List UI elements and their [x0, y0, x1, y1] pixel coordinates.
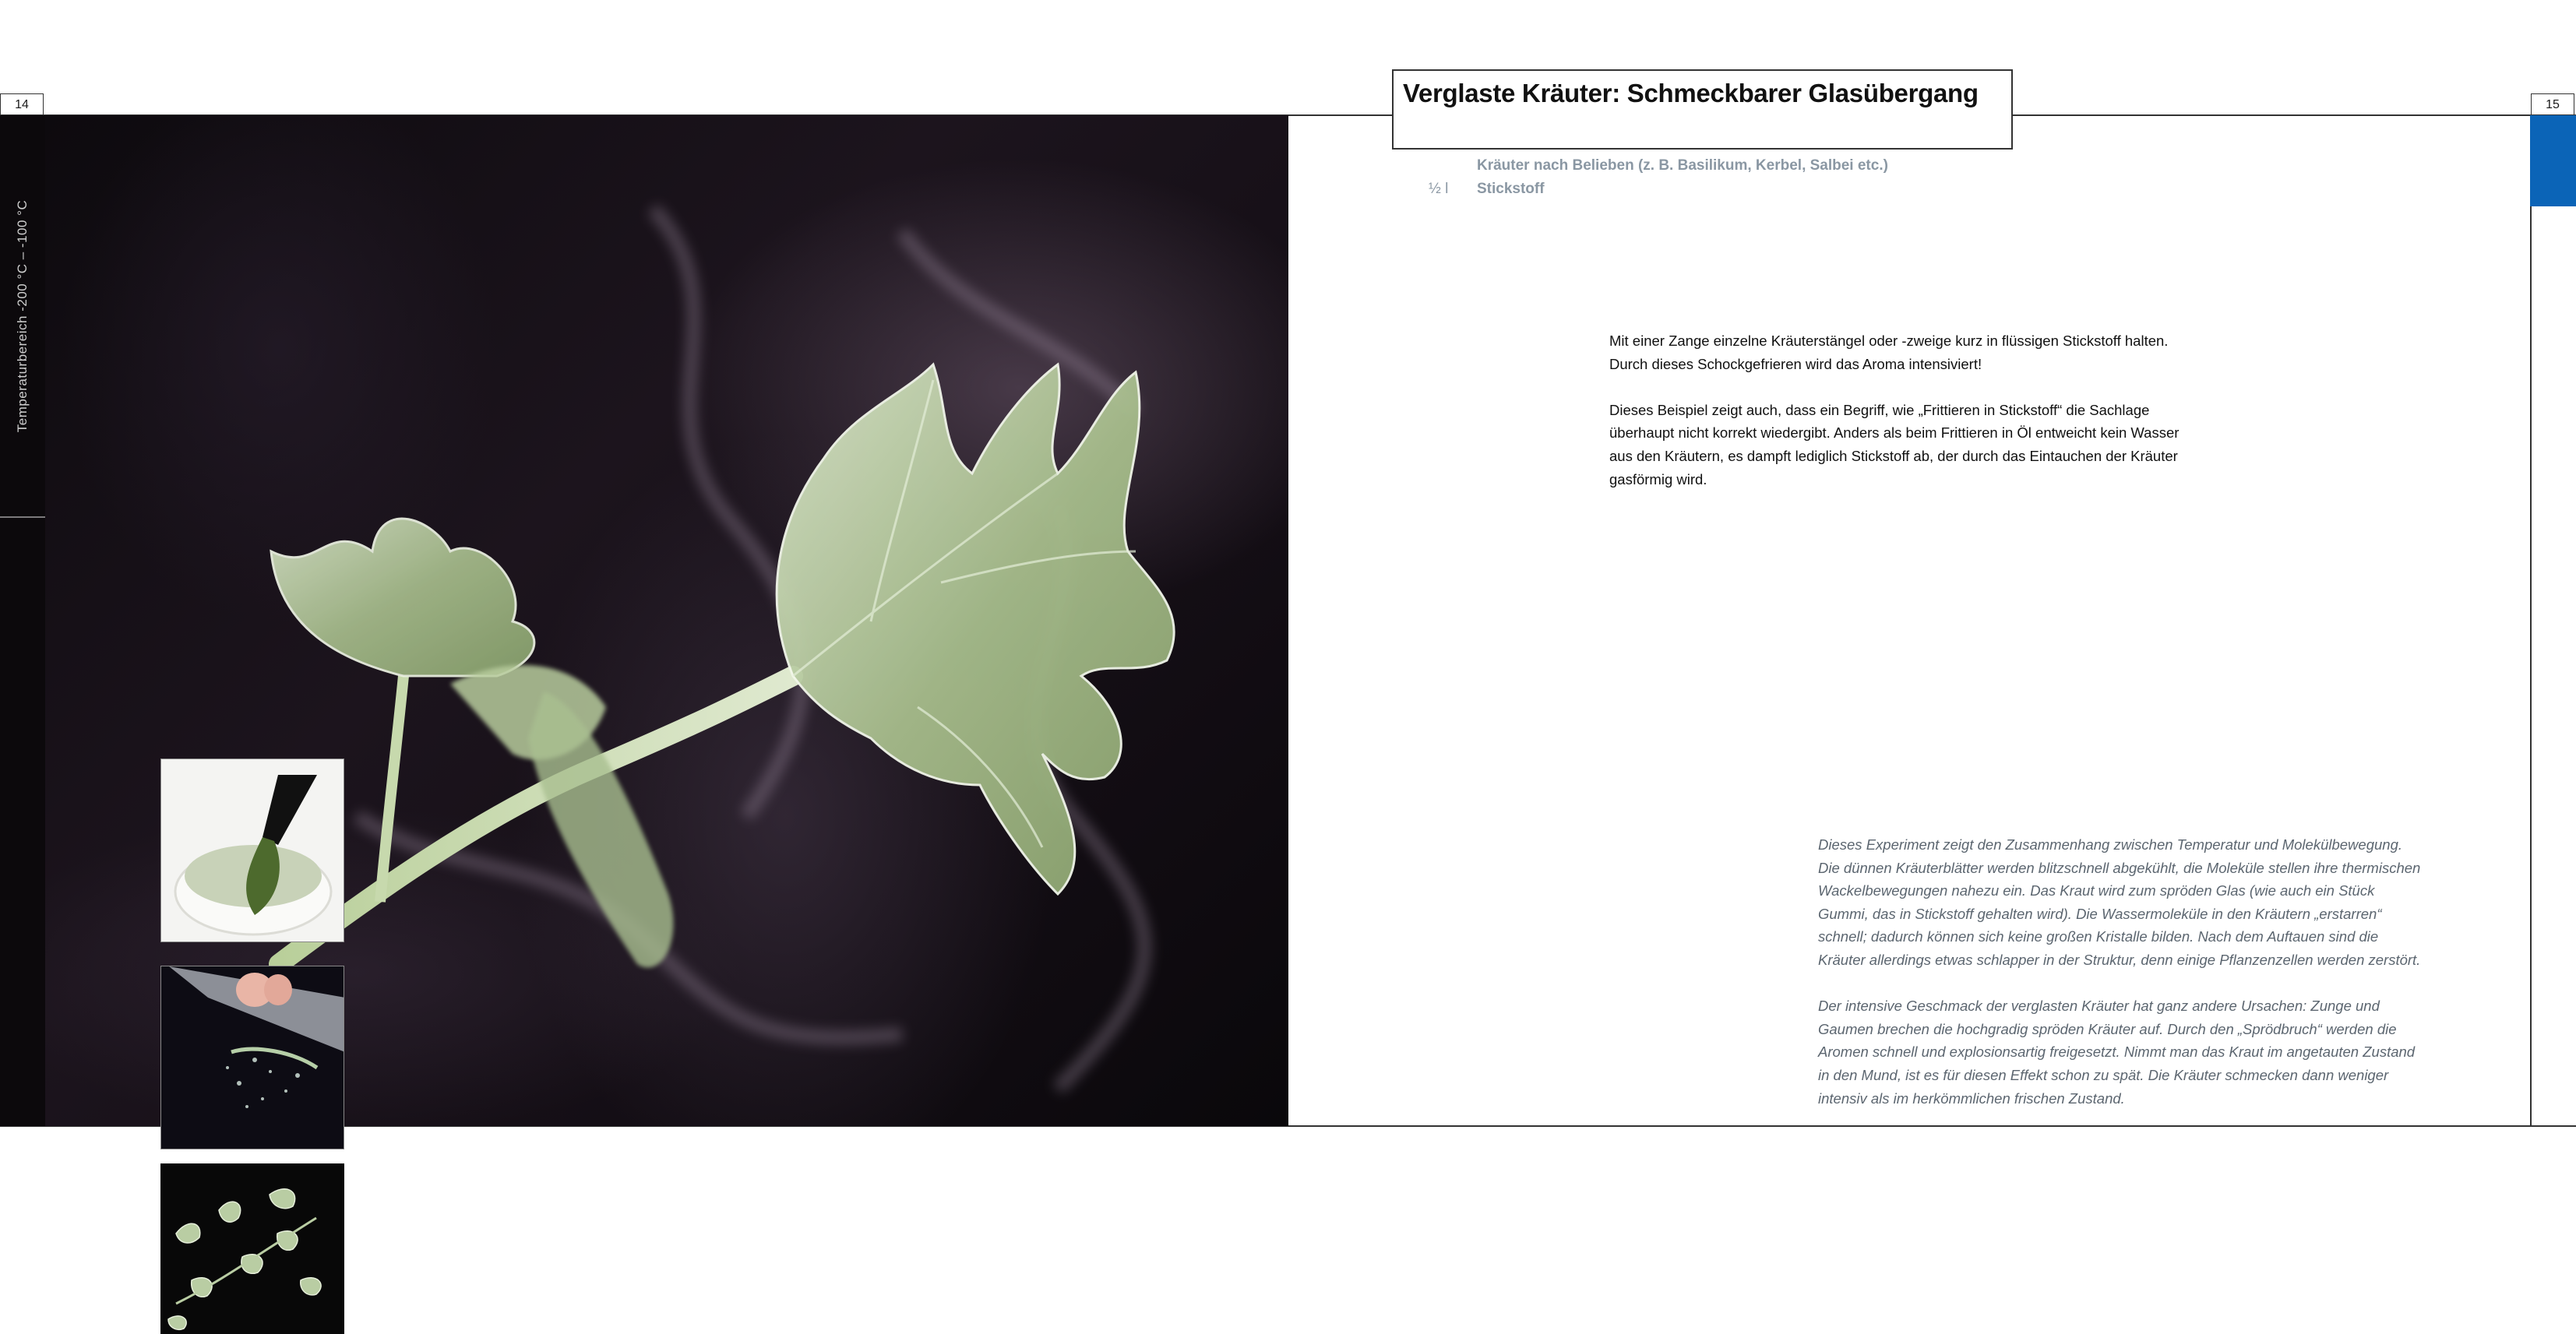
- note-paragraph-1: Dieses Experiment zeigt den Zusammenhang zwischen Temperatur und Molekülbewegung. Die dünnen Kräuterblätter werden blitzschnell abgekühlt, die Moleküle stellen ihre thermischen Wackelbewegungen nahezu ein. Das Kraut wird zum spröden Glas (wie auch ein Stück Gummi, das in Stickstoff gehalten wird). Die Wassermoleküle in den Kräutern „erstarren“ schnell; dadurch können sich keine großen Kristalle bilden. Nach dem Auftauen sind die Kräuter allerdings etwas schlapper in der Struktur, denn einige Pflanzenzellen werden zerstört.: [1818, 836, 2421, 968]
- explanation-notes: [1818, 833, 2426, 1133]
- temperature-range-label: Temperaturbereich -200 °C – -100 °C: [15, 199, 30, 432]
- ingredient-amount-2: ½ l: [1429, 181, 1449, 197]
- page-number-left: 14: [0, 93, 44, 115]
- note-paragraph-2: Der intensive Geschmack der verglasten Kräuter hat ganz andere Ursachen: Zunge und Gaumen brechen die hochgradig spröden Kräuter auf. Durch den „Sprödbruch“ werden die Aromen schnell und explosionsartig freigesetzt. Nimmt man das Kraut im angetauten Zustand in den Mund, ist es für diesen Effekt schon zu spät. Die Kräuter schmecken dann weniger intensiv als im herkömmlichen frischen Zustand.: [1818, 998, 2416, 1107]
- thumbnail-knife-cutting: [160, 966, 344, 1149]
- ingredient-name-2: Stickstoff: [1477, 181, 1545, 197]
- chapter-tab-marker: [2530, 115, 2576, 206]
- sidebar-label-box: [0, 115, 45, 518]
- thumbnail-bowl-dipping: [160, 759, 344, 942]
- thumbnail-herb-leaves: [160, 1163, 344, 1334]
- instruction-paragraph-1: Mit einer Zange einzelne Kräuterstängel oder -zweige kurz in flüssigen Stickstoff halten. Durch dieses Schockgefrieren wird das Aroma intensiviert!: [1609, 333, 2169, 372]
- page-number-right: 15: [2531, 93, 2574, 115]
- instruction-paragraph-2: Dieses Beispiel zeigt auch, dass ein Begriff, wie „Frittieren in Stickstoff“ die Sachlage überhaupt nicht korrekt wiedergibt. Anders als beim Frittieren in Öl entweicht kein Wasser aus den Kräutern, es dampft lediglich Stickstoff ab, der durch das Eintauchen der Kräuter gasförmig wird.: [1609, 401, 2180, 487]
- ingredient-name-1: Kräuter nach Belieben (z. B. Basilikum, Kerbel, Salbei etc.): [1477, 157, 1888, 174]
- instructions: [1609, 329, 2186, 514]
- recipe-title-box: [1392, 69, 2013, 150]
- recipe-title: Verglaste Kräuter: Schmeckbarer Glasübergang: [1403, 79, 1979, 107]
- right-margin-rule: [2530, 115, 2532, 1126]
